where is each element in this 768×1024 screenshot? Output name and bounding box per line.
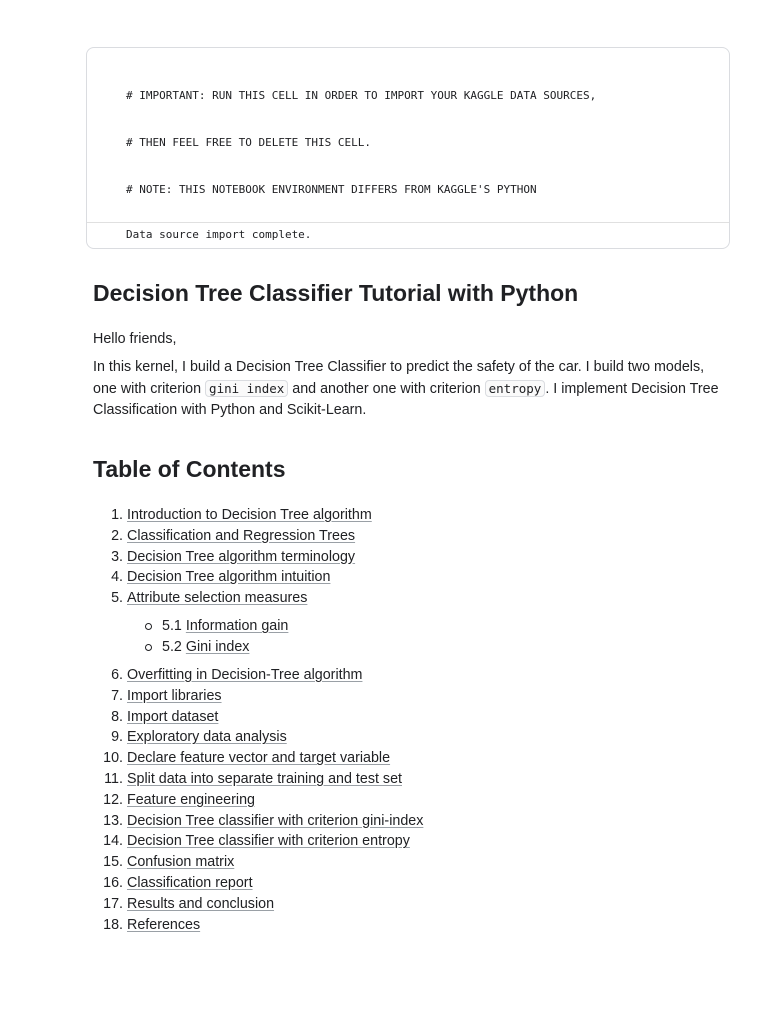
toc-link[interactable]: Results and conclusion (127, 895, 275, 912)
toc-link[interactable]: Classification report (127, 874, 253, 891)
toc-link[interactable]: Split data into separate training and test set (127, 770, 402, 787)
page-title: Decision Tree Classifier Tutorial with Python (93, 280, 579, 306)
toc-link[interactable]: Feature engineering (127, 791, 255, 808)
toc-sub-number: 5.2 (162, 638, 182, 655)
inline-code-gini: gini index (205, 380, 288, 397)
toc-item (93, 894, 423, 915)
toc-sub-link[interactable]: Information gain (185, 618, 289, 634)
toc-item (93, 852, 423, 873)
toc-item (93, 790, 423, 811)
toc-sub-link[interactable]: Gini index (185, 638, 250, 655)
toc-item (93, 505, 372, 526)
code-output: Data source import complete. (126, 228, 312, 241)
toc-link[interactable]: Decision Tree classifier with criterion entropy (127, 833, 410, 850)
toc-item (93, 567, 372, 588)
toc-number: 4. (111, 569, 123, 586)
greeting-text: Hello friends, (93, 331, 177, 347)
toc-item (93, 748, 423, 769)
toc-item (93, 547, 372, 568)
code-line: # IMPORTANT: RUN THIS CELL IN ORDER TO IMPORT YOUR KAGGLE DATA SOURCES, (126, 89, 597, 103)
code-cell[interactable] (86, 47, 730, 249)
toc-number: 14. (103, 833, 123, 850)
toc-link[interactable]: Overfitting in Decision-Tree algorithm (127, 667, 363, 683)
toc-list-bottom (93, 665, 423, 935)
toc-subitem (145, 637, 288, 658)
toc-link[interactable]: Import dataset (127, 708, 219, 725)
toc-item (93, 811, 423, 832)
intro-paragraph (93, 357, 729, 421)
code-line: # NOTE: THIS NOTEBOOK ENVIRONMENT DIFFERS FROM KAGGLE'S PYTHON (126, 182, 537, 196)
code-line: # THEN FEEL FREE TO DELETE THIS CELL. (126, 135, 372, 149)
intro-text: . I implement Decision Tree Classification with Python and Scikit-Learn. (93, 381, 719, 418)
toc-item (93, 769, 423, 790)
toc-link[interactable]: Classification and Regression Trees (127, 527, 356, 544)
toc-link[interactable]: Exploratory data analysis (127, 729, 287, 746)
toc-sub-number: 5.1 (162, 618, 182, 634)
code-lines (126, 57, 715, 223)
toc-number: 16. (103, 874, 123, 891)
toc-number: 12. (103, 791, 123, 808)
toc-number: 1. (111, 507, 123, 523)
toc-link[interactable]: References (127, 916, 201, 933)
toc-item (93, 831, 423, 852)
intro-text: and another one with criterion (288, 381, 485, 397)
toc-link[interactable]: Declare feature vector and target variable (127, 750, 391, 767)
toc-number: 6. (111, 667, 123, 683)
toc-number: 11. (104, 770, 123, 787)
toc-link[interactable]: Decision Tree algorithm terminology (127, 548, 356, 565)
toc-item (93, 873, 423, 894)
toc-sublist (145, 616, 288, 658)
toc-heading: Table of Contents (93, 456, 286, 482)
toc-item (93, 588, 372, 609)
toc-number: 7. (111, 687, 123, 704)
toc-item (93, 665, 423, 686)
toc-item (93, 526, 372, 547)
toc-item (93, 727, 423, 748)
toc-link[interactable]: Decision Tree algorithm intuition (127, 569, 331, 586)
intro-text: In this kernel, I build a Decision Tree Classifier to predict the safety of the car. I build two models, one with criterion (93, 359, 705, 397)
toc-number: 13. (103, 812, 123, 829)
toc-item (93, 686, 423, 707)
toc-link[interactable]: Decision Tree classifier with criterion gini-index (127, 812, 424, 829)
toc-list-top (93, 505, 372, 609)
toc-number: 18. (103, 916, 123, 933)
toc-subitem (145, 616, 288, 637)
toc-link[interactable]: Confusion matrix (127, 854, 235, 871)
toc-link[interactable]: Introduction to Decision Tree algorithm (127, 507, 372, 523)
toc-number: 5. (111, 590, 123, 607)
toc-number: 2. (111, 527, 123, 544)
code-input-area[interactable] (87, 48, 729, 223)
toc-number: 15. (103, 854, 123, 871)
toc-link[interactable]: Import libraries (127, 687, 222, 704)
toc-number: 3. (111, 548, 123, 565)
toc-item (93, 707, 423, 728)
toc-item (93, 915, 423, 936)
toc-number: 10. (103, 750, 123, 767)
toc-number: 17. (103, 895, 123, 912)
toc-number: 8. (111, 708, 123, 725)
inline-code-entropy: entropy (485, 380, 546, 397)
toc-number: 9. (111, 729, 123, 746)
toc-link[interactable]: Attribute selection measures (127, 590, 308, 607)
